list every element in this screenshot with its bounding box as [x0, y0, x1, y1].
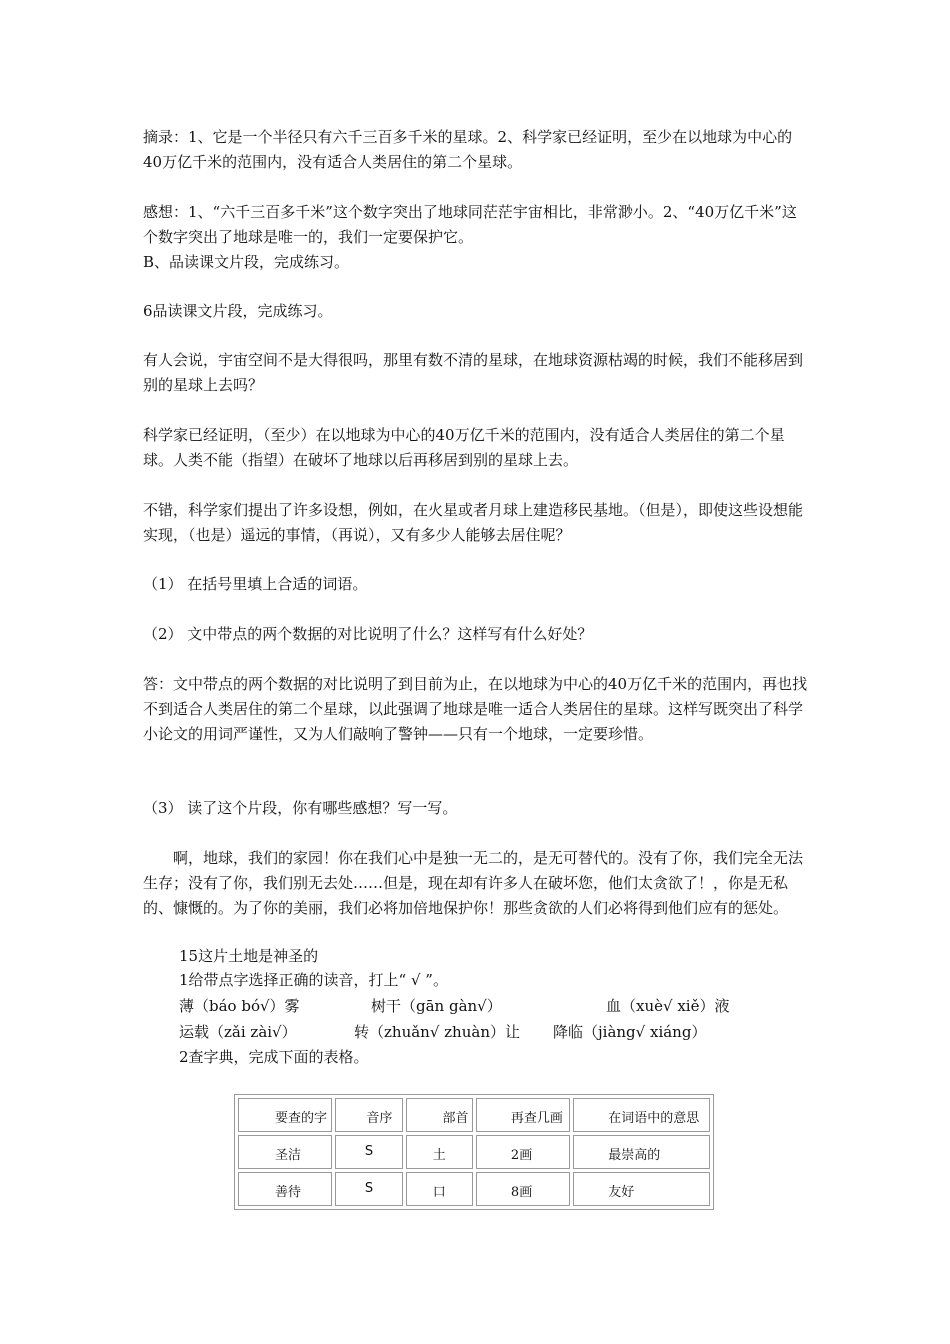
- pronunciation-item: 运载（zǎi zài√）: [179, 1023, 297, 1041]
- passage-paragraph-1: 有人会说，宇宙空间不是大得很吗，那里有数不清的星球，在地球资源枯竭的时候，我们不能移居到别的星球上去吗？: [143, 351, 804, 394]
- passage-paragraph-2: 科学家已经证明，（至少）在以地球为中心的40万亿千米的范围内，没有适合人类居住的第二个星球。人类不能（指望）在破坏了地球以后再移居到别的星球上去。: [143, 426, 785, 469]
- table-header-cell: 音序: [335, 1098, 402, 1132]
- table-header-cell: 部首: [406, 1098, 473, 1132]
- table-header-cell: 在词语中的意思: [573, 1098, 710, 1132]
- table-cell: 8画: [476, 1172, 570, 1206]
- answer-2: 答：文中带点的两个数据的对比说明了到目前为止，在以地球为中心的40万亿千米的范围内，再也找不到适合人类居住的第二个星球，以此强调了地球是唯一适合人类居住的星球。这样写既突出了科学小论文的用词严谨性，又为人们敲响了警钟——只有一个地球，一定要珍惜。: [143, 675, 808, 743]
- table-row: [238, 1172, 710, 1206]
- table-header-cell: 要查的字: [238, 1098, 332, 1132]
- table-cell: 最崇高的: [573, 1135, 710, 1169]
- table-cell: S: [335, 1172, 402, 1206]
- table-header-row: [238, 1098, 710, 1132]
- pronunciation-item: 转（zhuǎn√ zhuàn）让: [354, 1023, 520, 1041]
- table-row: [238, 1135, 710, 1169]
- table-cell: 友好: [573, 1172, 710, 1206]
- section-b-heading: B、品读课文片段，完成练习。: [143, 253, 350, 271]
- lesson-15-title: 15这片土地是神圣的: [179, 947, 319, 965]
- excerpt-paragraph: 摘录：1、它是一个半径只有六千三百多千米的星球。2、科学家已经证明，至少在以地球为中心的40万亿千米的范围内，没有适合人类居住的第二个星球。: [143, 128, 793, 171]
- passage-paragraph-3: 不错，科学家们提出了许多设想，例如，在火星或者月球上建造移民基地。（但是），即使这些设想能实现，（也是）遥远的事情，（再说），又有多少人能够去居住呢？: [143, 501, 804, 544]
- reflection-paragraph: 感想：1、“六千三百多千米”这个数字突出了地球同茫茫宇宙相比，非常渺小。2、“40万亿千米”这个数字突出了地球是唯一的，我们一定要保护它。: [143, 203, 797, 246]
- answer-3: 啊，地球，我们的家园！你在我们心中是独一无二的，是无可替代的。没有了你，我们完全无法生存；没有了你，我们别无去处……但是，现在却有许多人在破坏您，他们太贪欲了！，你是无私的、慷慨的。为了你的美丽，我们必将加倍地保护你！那些贪欲的人们必将得到他们应有的惩处。: [143, 849, 804, 917]
- pronunciation-item: 血（xuè√ xiě）液: [606, 997, 730, 1015]
- table-cell: S: [335, 1135, 402, 1169]
- table-cell: 善待: [238, 1172, 332, 1206]
- question-2: （2） 文中带点的两个数据的对比说明了什么？这样写有什么好处？: [143, 625, 593, 643]
- dictionary-table: [234, 1094, 714, 1210]
- question-1: （1） 在括号里填上合适的词语。: [143, 575, 368, 593]
- question-3: （3） 读了这个片段，你有哪些感想？写一写。: [143, 799, 458, 817]
- lesson-15-task-2: 2查字典，完成下面的表格。: [179, 1048, 369, 1066]
- lesson-15-task-1: 1给带点字选择正确的读音，打上“ √ ”。: [179, 971, 448, 989]
- exercise-6-heading: 6品读课文片段，完成练习。: [143, 302, 333, 320]
- pronunciation-item: 薄（báo bó√）雾: [179, 997, 300, 1015]
- pronunciation-item: 树干（gān gàn√）: [371, 997, 502, 1015]
- table-cell: 2画: [476, 1135, 570, 1169]
- table-cell: 圣洁: [238, 1135, 332, 1169]
- table-cell: 口: [406, 1172, 473, 1206]
- table-header-cell: 再查几画: [476, 1098, 570, 1132]
- pronunciation-item: 降临（jiàng√ xiáng）: [553, 1023, 707, 1041]
- table-cell: 土: [406, 1135, 473, 1169]
